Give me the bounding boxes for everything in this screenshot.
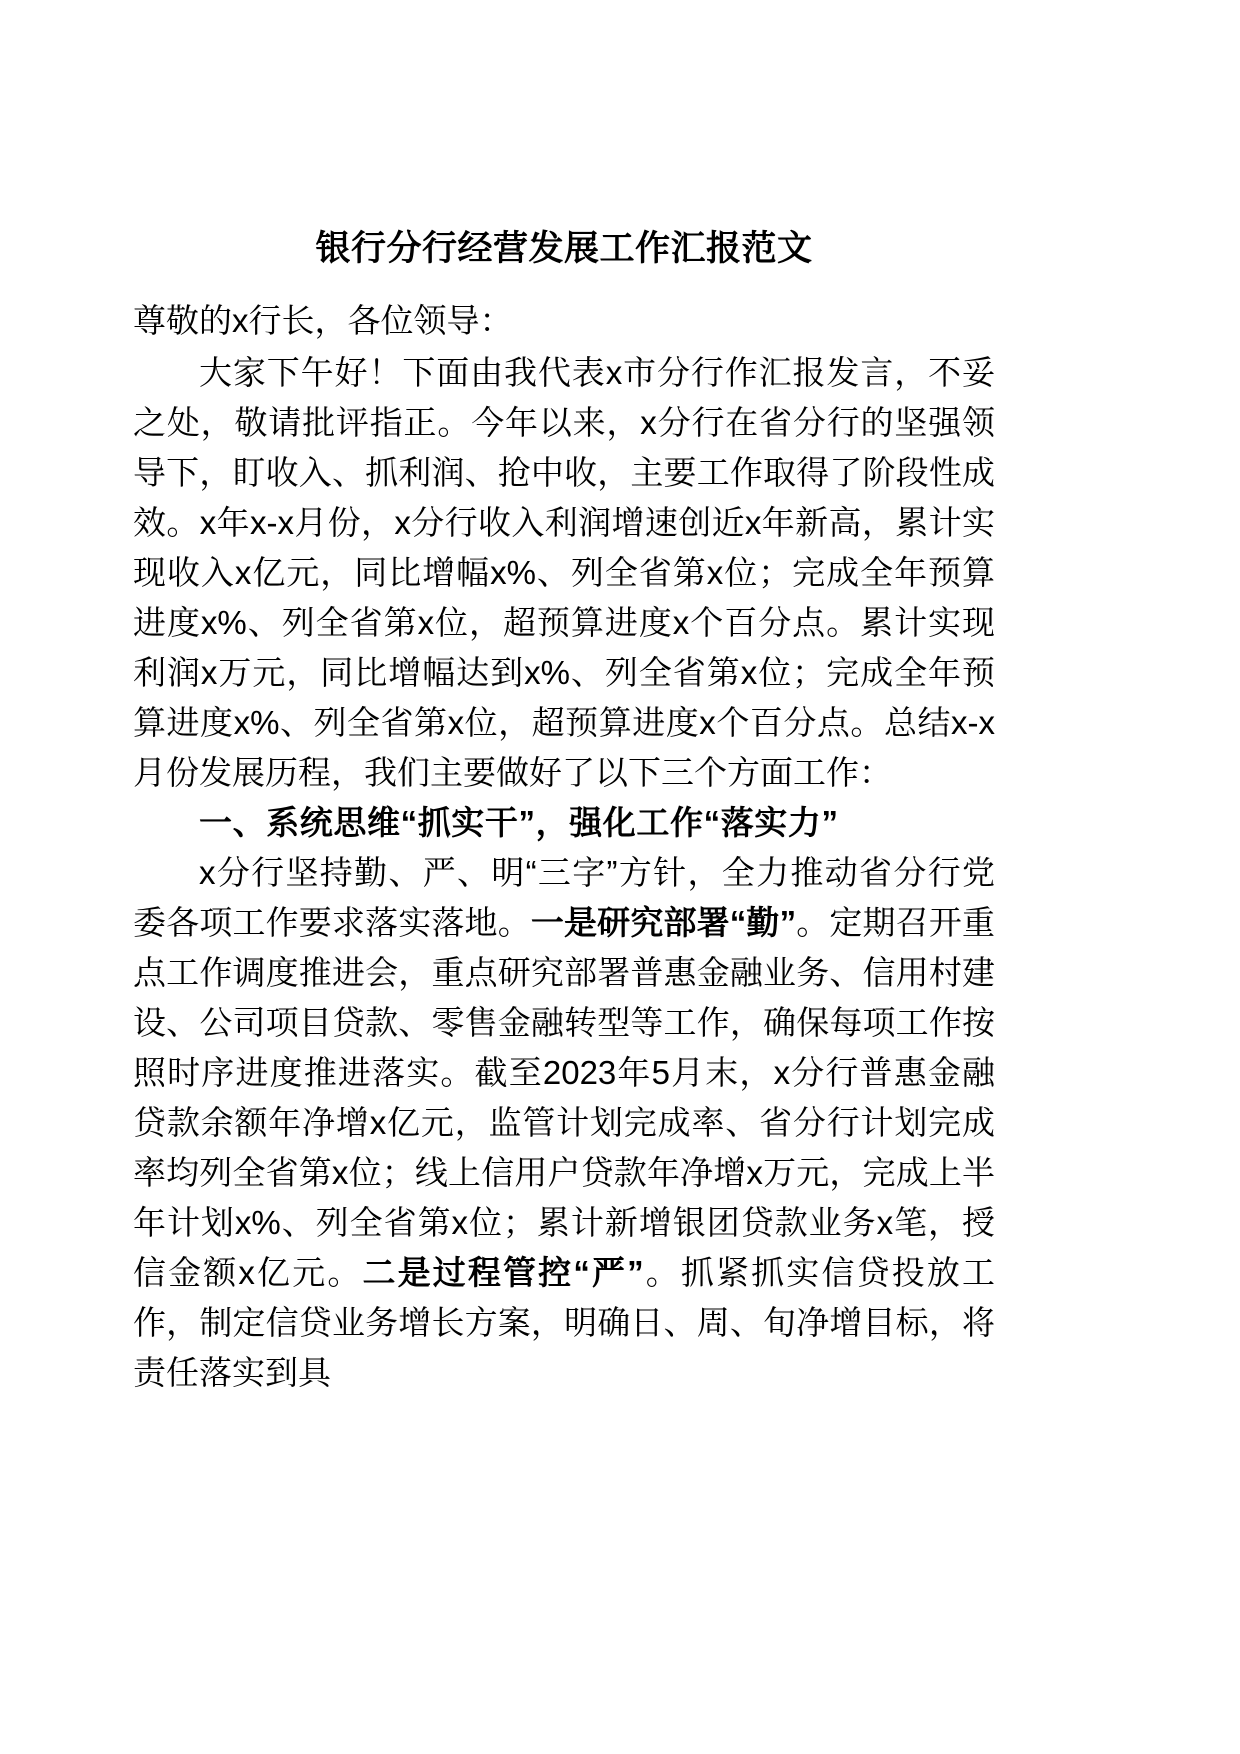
paragraph-bold-run-2: 二是过程管控“严”: [362, 1254, 644, 1291]
paragraph-section-one-body: [133, 848, 995, 1398]
paragraph-text-run-1: x分行坚持勤、严、明“三字”方针，全力推动省分行党委各项工作要求落实落地。: [133, 854, 995, 941]
paragraph-text-run-2: 。定期召开重点工作调度推进会，重点研究部署普惠金融业务、信用村建设、公司项目贷款、零售金融转型等工作，确保每项工作按照时序进度推进落实。截至2023年5月末，x分行普惠金融贷款余额年净增x亿元，监管计划完成率、省分行计划完成率均列全省第x位；线上信用户贷款年净增x万元，完成上半年计划x%、列全省第x位；累计新增银团贷款业务x笔，授信金额x亿元。: [133, 904, 996, 1291]
salutation-line: 尊敬的x行长，各位领导：: [133, 302, 513, 339]
paragraph-intro: 大家下午好！下面由我代表x市分行作汇报发言，不妥之处，敬请批评指正。今年以来，x分行在省分行的坚强领导下，盯收入、抓利润、抢中收，主要工作取得了阶段性成效。x年x-x月份，x分行收入利润增速创近x年新高，累计实现收入x亿元，同比增幅x%、列全省第x位；完成全年预算进度x%、列全省第x位，超预算进度x个百分点。累计实现利润x万元，同比增幅达到x%、列全省第x位；完成全年预算进度x%、列全省第x位，超预算进度x个百分点。总结x-x月份发展历程，我们主要做好了以下三个方面工作：: [133, 354, 995, 791]
section-heading-one: 一、系统思维“抓实干”，强化工作“落实力”: [199, 804, 839, 841]
paragraph-text-run-3: 。抓紧抓实信贷投放工作，制定信贷业务增长方案，明确日、周、旬净增目标，将责任落实到具: [133, 1254, 996, 1391]
document-body: [133, 228, 995, 1398]
page-title: 银行分行经营发展工作汇报范文: [315, 229, 813, 268]
paragraph-bold-run-1: 一是研究部署“勤”: [530, 904, 797, 941]
